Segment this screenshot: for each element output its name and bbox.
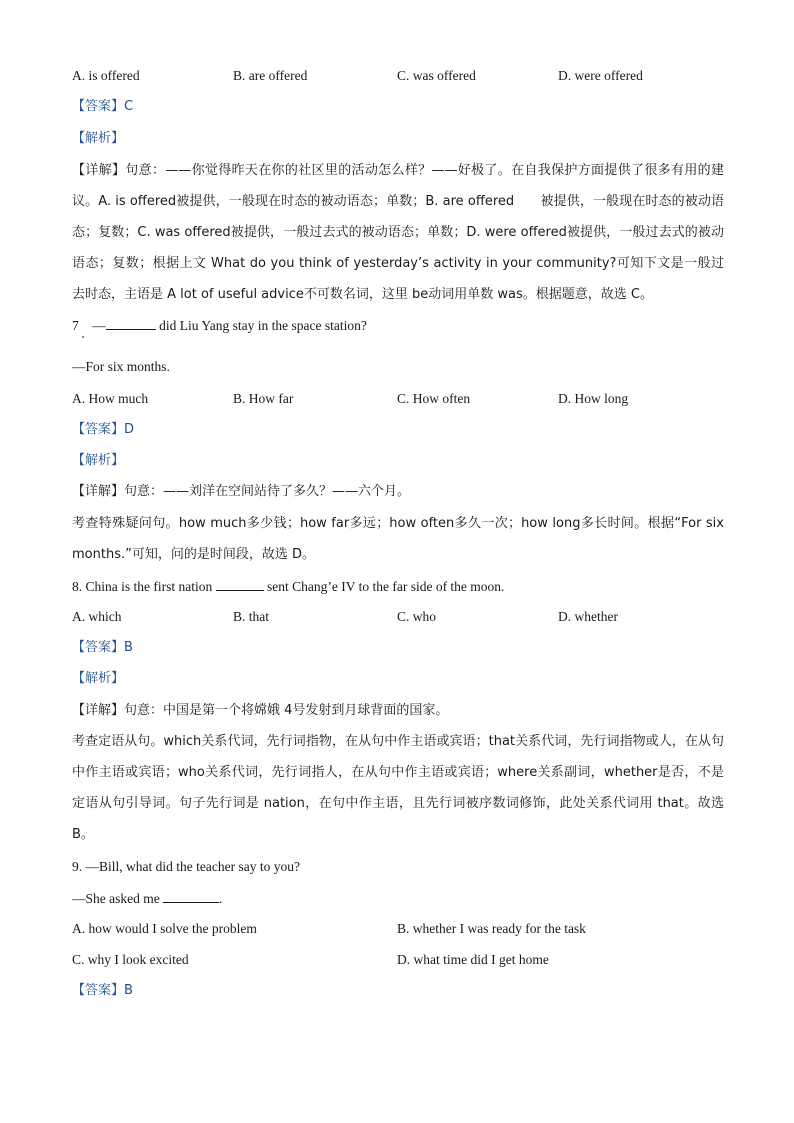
q8-option-a: A. which (72, 609, 122, 624)
q9-reply (72, 888, 222, 909)
q8-stem-text: sent Chang’e IV to the far side of the moon. (263, 579, 505, 594)
q8-answer: 【答案】B (72, 640, 133, 655)
q9-option-c: C. why I look excited (72, 952, 189, 967)
q7-option-a: A. How much (72, 391, 149, 406)
q6-detail: 【详解】句意：——你觉得昨天在你的社区里的活动怎么样？——好极了。在自我保护方面提供了很多有用的建议。A. is offered被提供，一般现在时态的被动语态；单数；B. are offered 被提供，一般现在时态的被动语态；复数；C. was offered被提供，一般过去式的被动语态；单数；D. were offered被提供，一般过去式的被动语态；复数；根据上文 What do you think of yesterday’s activity in your community?可知下文是一般过去时态，主语是 A lot of useful advice不可数名词，这里 be动词用单数 was。根据题意，故选 C。 (72, 163, 724, 302)
q7-reply: —For six months. (72, 359, 170, 374)
q7-dot-mark (82, 336, 84, 338)
q7-option-c: C. How often (397, 391, 471, 406)
q9-answer: 【答案】B (72, 983, 133, 998)
q6-option-c: C. was offered (397, 68, 476, 83)
q6-analysis-label: 【解析】 (72, 131, 125, 146)
q9-reply-text: —She asked me (72, 891, 164, 906)
q9-blank (163, 888, 219, 903)
q7-stem-text: did Liu Yang stay in the space station? (155, 318, 367, 333)
q9-option-a: A. how would I solve the problem (72, 921, 257, 936)
q8-option-c: C. who (397, 609, 437, 624)
q8-blank (216, 576, 264, 591)
q7-option-d: D. How long (558, 391, 629, 406)
q9-reply-end: . (219, 891, 223, 906)
q7-option-b: B. How far (233, 391, 294, 406)
q8-stem (72, 576, 504, 597)
q7-detail: 【详解】句意：——刘洋在空间站待了多久？——六个月。 (72, 484, 411, 499)
q9-stem: 9. —Bill, what did the teacher say to you? (72, 859, 300, 874)
q7-number: 7 — (72, 318, 106, 333)
q8-number: 8. China is the first nation (72, 579, 216, 594)
q8-explain: 考查定语从句。which关系代词，先行词指物，在从句中作主语或宾语；that关系代词，先行词指物或人，在从句中作主语或宾语；who关系代词，先行词指人，在从句中作主语或宾语；where关系副词，whether是否，不是定语从句引导词。句子先行词是 nation，在句中作主语，且先行词被序数词修饰，此处关系代词用 that。故选 B。 (72, 734, 724, 842)
q9-option-d: D. what time did I get home (397, 952, 549, 967)
q6-option-d: D. were offered (558, 68, 643, 83)
q6-option-a: A. is offered (72, 68, 140, 83)
q7-stem (72, 315, 367, 336)
q7-analysis-label: 【解析】 (72, 453, 125, 468)
q7-explain: 考查特殊疑问句。how much多少钱；how far多远；how often多久一次；how long多长时间。根据“For six months.”可知，问的是时间段，故选 D。 (72, 516, 724, 562)
q6-answer: 【答案】C (72, 99, 134, 114)
q8-detail: 【详解】句意：中国是第一个将嫦娥 4号发射到月球背面的国家。 (72, 703, 449, 718)
q7-answer: 【答案】D (72, 422, 135, 437)
q8-analysis-label: 【解析】 (72, 671, 125, 686)
q9-option-b: B. whether I was ready for the task (397, 921, 586, 936)
q6-option-b: B. are offered (233, 68, 308, 83)
q8-option-b: B. that (233, 609, 269, 624)
q7-blank (106, 315, 156, 330)
q8-option-d: D. whether (558, 609, 618, 624)
